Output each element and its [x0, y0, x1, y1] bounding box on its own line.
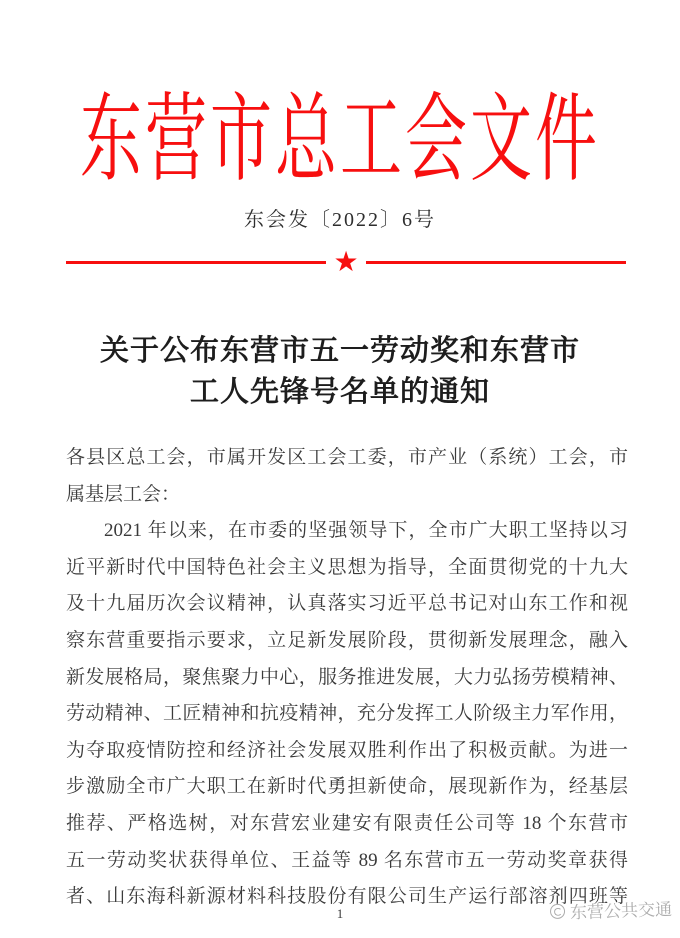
body-line: 为夺取疫情防控和经济社会发展双胜利作出了积极贡献。为进一	[66, 739, 628, 761]
body-line: 五一劳动奖状获得单位、王益等 89 名东营市五一劳动奖章获得	[66, 849, 628, 871]
body-line: 2021 年以来，在市委的坚强领导下，全市广大职工坚持以习	[104, 520, 628, 542]
divider-line-left	[66, 261, 326, 264]
document-title-line1: 关于公布东营市五一劳动奖和东营市	[99, 335, 580, 367]
body-line: 察东营重要指示要求，立足新发展阶段，贯彻新发展理念，融入	[66, 629, 628, 651]
body-line: 劳动精神、工匠精神和抗疫精神，充分发挥工人阶级主力军作用，	[66, 703, 628, 725]
body-line: 属基层工会：	[66, 483, 181, 505]
document-title-line2: 工人先锋号名单的通知	[189, 376, 490, 408]
star-icon: ★	[333, 245, 359, 278]
body-line: 新发展格局，聚焦聚力中心，服务推进发展，大力弘扬劳模精神、	[66, 666, 628, 688]
body-line: 步激励全市广大职工在新时代勇担新使命，展现新作为，经基层	[66, 776, 628, 798]
body-line: 各县区总工会，市属开发区工会工委，市产业（系统）工会，市	[66, 447, 628, 468]
body-line: 及十九届历次会议精神，认真落实习近平总书记对山东工作和视	[66, 593, 628, 615]
red-divider	[66, 245, 626, 278]
body-line: 近平新时代中国特色社会主义思想为指导，全面贯彻党的十九大	[66, 556, 628, 578]
watermark-text: 东营公共交通	[569, 899, 673, 923]
red-header-title: 东营市总工会文件	[79, 88, 600, 194]
document-number: 东会发〔2022〕6号	[244, 209, 436, 231]
document-body	[66, 440, 628, 916]
watermark-logo-icon	[550, 904, 566, 920]
body-line: 推荐、严格选树，对东营宏业建安有限责任公司等 18 个东营市	[66, 812, 628, 834]
document-title	[0, 331, 680, 413]
watermark	[550, 895, 673, 924]
page-number: 1	[336, 906, 344, 921]
divider-line-right	[366, 261, 626, 264]
body-line: 者、山东海科新源材料科技股份有限公司生产运行部溶剂四班等	[66, 886, 628, 908]
